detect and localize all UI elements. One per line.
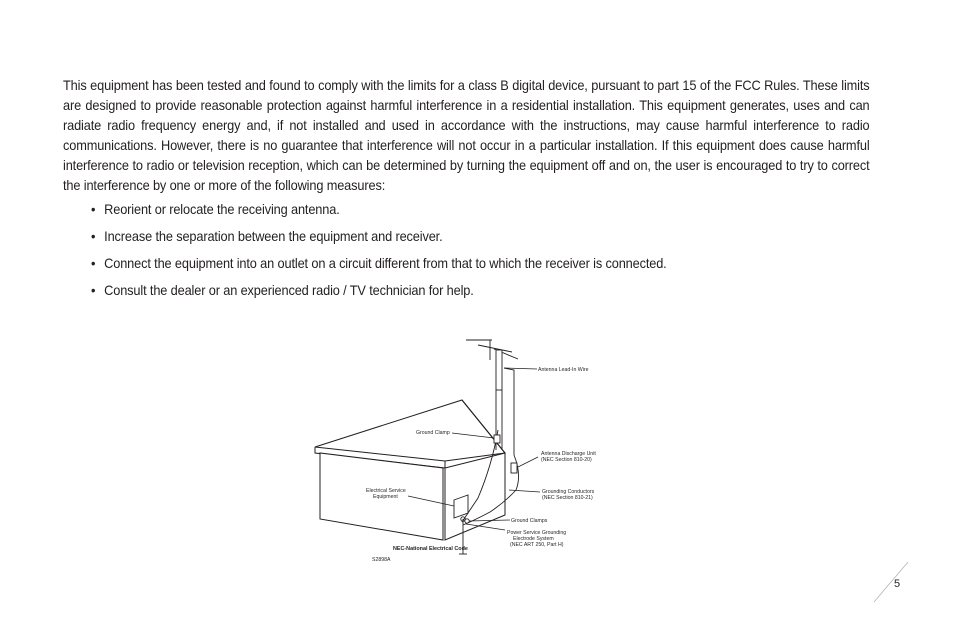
bullet-icon: • <box>91 283 96 298</box>
label-ground-clamps: Ground Clamps <box>511 518 548 524</box>
label-power-service: Power Service Grounding <box>507 530 567 536</box>
label-electrical-service-equipment: Equipment <box>373 494 398 500</box>
list-item-text: Increase the separation between the equipment and receiver. <box>104 229 443 244</box>
label-power-service-nec: (NEC ART 250, Part H) <box>510 542 564 548</box>
list-item-text: Connect the equipment into an outlet on a circuit different from that to which the receiver is connected. <box>104 256 667 271</box>
interference-measures-list <box>91 200 667 308</box>
bullet-icon: • <box>91 229 96 244</box>
list-item <box>91 254 667 281</box>
label-electrical-service: Electrical Service <box>366 488 406 494</box>
label-nec-code: NEC-National Electrical Code <box>393 546 468 552</box>
list-item-text: Reorient or relocate the receiving antenna. <box>104 202 340 217</box>
label-discharge-unit: Antenna Discharge Unit <box>541 451 596 457</box>
list-item <box>91 281 667 308</box>
page-number: 5 <box>894 578 901 590</box>
label-grounding-conductors: Grounding Conductors <box>542 489 595 495</box>
list-item <box>91 200 667 227</box>
fcc-paragraph-text: This equipment has been tested and found to comply with the limits for a class B digital device, pursuant to part 15 of the FCC Rules. These limits are designed to provide reasonable protection against harmful interference in a residential installation. This equipment generates, uses and can radiate radio frequency energy and, if not installed and used in accordance with the instructions, may cause harmful interference to radio communications. However, there is no guarantee that interference will not occur in a particular installation. If this equipment does cause harmful interference to radio or television reception, which can be determined by turning the equipment off and on, the user is encouraged to try to correct the interference by one or more of the following measures: <box>63 78 870 193</box>
label-grounding-conductors-nec: (NEC Section 810-21) <box>542 495 593 501</box>
page-corner-divider-icon <box>870 560 910 605</box>
bullet-icon: • <box>91 256 96 271</box>
bullet-icon: • <box>91 202 96 217</box>
label-ground-clamp-top: Ground Clamp <box>416 430 450 436</box>
antenna-grounding-diagram <box>300 330 620 575</box>
label-discharge-unit-nec: (NEC Section 810-20) <box>541 457 592 463</box>
list-item-text: Consult the dealer or an experienced radio / TV technician for help. <box>104 283 474 298</box>
figure-id: S2898A <box>372 557 391 563</box>
fcc-compliance-paragraph <box>63 76 870 196</box>
label-antenna-lead-in: Antenna Lead-In Wire <box>538 367 589 373</box>
list-item <box>91 227 667 254</box>
label-electrode-system: Electrode System <box>513 536 554 542</box>
